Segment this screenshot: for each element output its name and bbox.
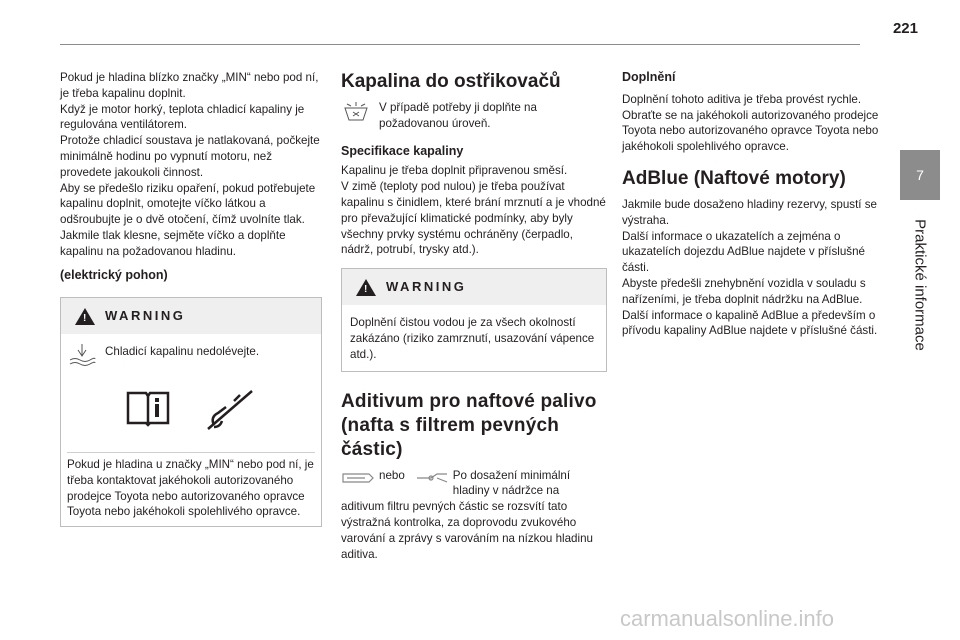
particle-filter-icon: [415, 468, 449, 493]
column-middle: [341, 70, 607, 562]
refill-heading: Doplnění: [622, 70, 676, 84]
coolant-intro-text: Pokud je hladina blízko značky „MIN“ nebo pod ní, je třeba kapalinu doplnit. Když je motor horký, teplota chladicí kapaliny je regulována ventilátorem. Protože chladicí soustava je natlakovaná, počkejte minimálně hodinu po vypnutí motoru, než provedete jakoukoli činnost. Aby se předešlo riziku opaření, pokud potřebujete kapalinu doplnit, omotejte víčko látkou a odšroubujte je o dvě otočení, čímž uvolníte tlak. Jakmile tlak klesne, sejměte víčko a doplňte kapalinu na požadovanou hladinu.: [60, 71, 320, 258]
adblue-text: Jakmile bude dosaženo hladiny rezervy, spustí se výstraha. Další informace o ukazatelích a zejména o ukazatelích dojezdu AdBlue najdete v příslušné části. Abyste předešli znehybnění vozidla v souladu s nařízeními, je třeba doplnit nádržku na AdBlue. Další informace o kapalině AdBlue a především o přívodu kapaliny AdBlue najdete v příslušné části.: [622, 197, 878, 338]
column-left: [60, 70, 322, 527]
electric-heading: (elektrický pohon): [60, 267, 168, 282]
warning-header: [342, 269, 606, 305]
coolant-icon: [67, 342, 97, 373]
warning-text: Pokud je hladina u značky „MIN“ nebo pod ní, je třeba kontaktovat jakéhokoli autorizovaného prodejce Toyota nebo autorizovaného opravce Toyota nebo jakéhokoli spolehlivého opravce.: [67, 452, 315, 520]
spec-heading: Specifikace kapaliny: [341, 143, 464, 158]
warning-triangle-icon: [75, 308, 95, 325]
adblue-heading: AdBlue (Naftové motory): [622, 167, 846, 189]
warning-header: [61, 298, 321, 334]
no-wrench-icon: [202, 387, 258, 440]
washer-fluid-heading: Kapalina do ostřikovačů: [341, 71, 561, 92]
washer-hint-text: V případě potřeby ji doplňte na požadovanou úroveň.: [379, 101, 537, 130]
additive-heading: Aditivum pro naftové palivo (nafta s filtrem pevných částic): [341, 390, 597, 460]
additive-text: aditivum filtru pevných částic se rozsvítí tato výstražná kontrolka, za doprovodu zvukového varování a zprávy s varováním na nízkou hladinu aditiva.: [341, 500, 593, 561]
fuel-additive-icon: [341, 468, 375, 493]
warning-line: Chladicí kapalinu nedolévejte.: [105, 345, 260, 359]
header-divider: [60, 44, 860, 45]
washer-reservoir-icon: [341, 100, 371, 131]
warning-text: Doplnění čistou vodou je za všech okolností zakázáno (riziko zamrznutí, usazování vápence atd.).: [350, 316, 595, 361]
warning-box-washer: [341, 268, 607, 371]
watermark: carmanualsonline.info: [620, 606, 835, 631]
chapter-title-text: Praktické informace: [911, 219, 929, 351]
column-right: [622, 70, 884, 339]
spec-text: Kapalinu je třeba doplnit připravenou směsí. V zimě (teploty pod nulou) je třeba používat kapalinu s činidlem, které brání mrznutí a je vhodné pro převažující klimatické podmínky, aby byly všechny prvky systému ochráněny (čerpadlo, nádrž, potrubí, trysky atd.).: [341, 164, 606, 257]
warning-box-coolant: [60, 297, 322, 527]
chapter-tab[interactable]: 7: [900, 150, 940, 200]
warning-title: WARNING: [105, 308, 186, 324]
nebo-text: nebo: [379, 468, 405, 482]
chapter-title: [898, 215, 942, 355]
warning-pictograms: [67, 387, 315, 440]
refill-text: Doplnění tohoto aditiva je třeba provést rychle. Obraťte se na jakéhokoli autorizovaného prodejce Toyota nebo autorizovaného opravce Toyota nebo jakéhokoli spolehlivého opravce.: [622, 92, 879, 154]
warning-title: WARNING: [386, 279, 467, 295]
additive-lead-text: Po dosažení minimální hladiny v nádržce na: [452, 468, 571, 498]
page-number: 221: [892, 20, 918, 37]
manual-book-icon: [124, 387, 172, 440]
warning-triangle-icon: [356, 279, 376, 296]
